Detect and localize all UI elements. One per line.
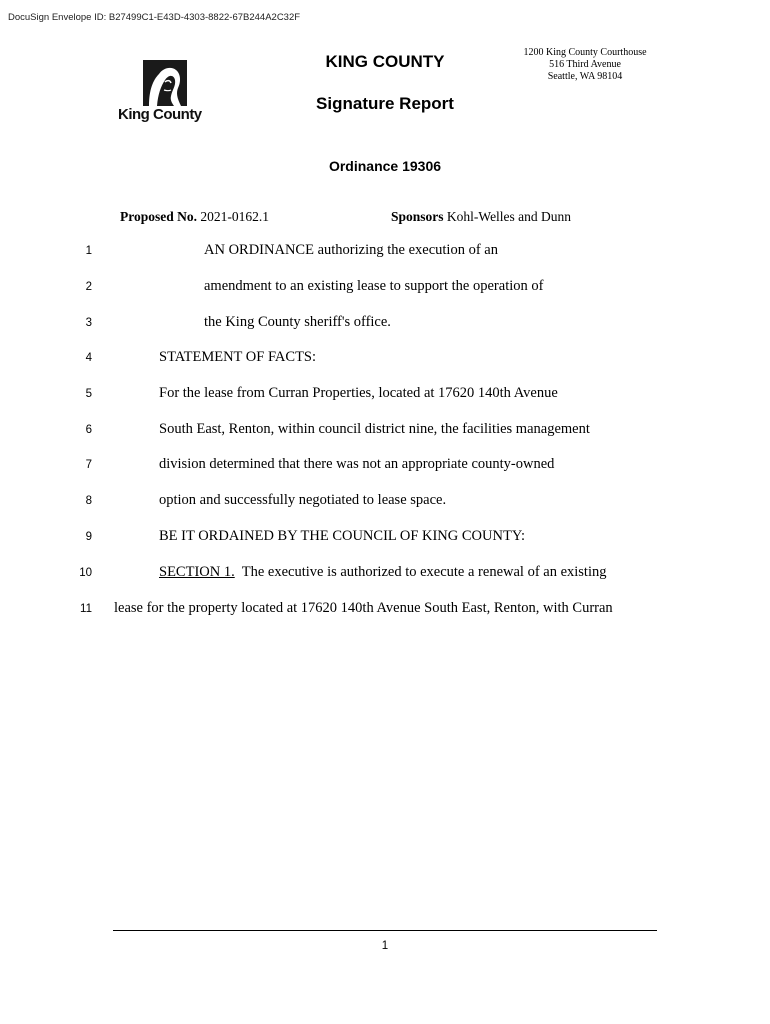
ordinance-line: the King County sheriff's office. <box>204 314 391 330</box>
docusign-envelope-id: DocuSign Envelope ID: B27499C1-E43D-4303-8822-67B244A2C32F <box>8 12 301 23</box>
page-number: 1 <box>381 940 389 952</box>
proposed-label: Proposed No. <box>120 209 198 224</box>
sponsors-value: Kohl-Welles and Dunn <box>446 209 572 224</box>
ordinance-line: For the lease from Curran Properties, located at 17620 140th Avenue <box>159 385 558 401</box>
line-number: 5 <box>85 388 92 400</box>
ordinance-line: amendment to an existing lease to support the operation of <box>204 278 544 294</box>
ordinance-line <box>159 564 607 581</box>
address-line-2: 516 Third Avenue <box>549 59 621 70</box>
address-line-3: Seattle, WA 98104 <box>547 71 623 82</box>
sponsors <box>391 209 571 225</box>
ordinance-line: division determined that there was not an appropriate county-owned <box>159 456 555 472</box>
ordinance-line: option and successfully negotiated to lease space. <box>159 492 447 508</box>
ordinance-number: Ordinance 19306 <box>328 158 442 174</box>
line-number: 2 <box>85 281 92 293</box>
section-text: The executive is authorized to execute a renewal of an existing <box>241 564 607 580</box>
ordinance-line: South East, Renton, within council district nine, the facilities management <box>159 421 590 437</box>
line-number: 4 <box>85 352 92 364</box>
line-number: 3 <box>85 317 92 329</box>
footer-divider <box>113 930 657 931</box>
line-number: 7 <box>85 459 92 471</box>
report-title: Signature Report <box>316 94 454 113</box>
line-number: 6 <box>85 424 92 436</box>
line-number: 11 <box>80 603 92 615</box>
courthouse-address <box>510 47 660 83</box>
line-number: 1 <box>85 245 92 257</box>
sponsors-label: Sponsors <box>391 209 444 224</box>
proposed-value: 2021-0162.1 <box>200 209 270 224</box>
ordinance-line: STATEMENT OF FACTS: <box>159 349 317 365</box>
ordinance-line: lease for the property located at 17620 140th Avenue South East, Renton, with Curran <box>114 600 613 616</box>
proposed-number <box>120 209 269 225</box>
county-title: KING COUNTY <box>325 52 445 71</box>
logo-text: King County <box>118 106 202 123</box>
line-number: 9 <box>85 531 92 543</box>
address-line-1: 1200 King County Courthouse <box>523 47 647 58</box>
section-heading: SECTION 1. <box>159 564 235 580</box>
king-county-portrait-icon <box>143 60 187 106</box>
king-county-logo <box>118 58 218 128</box>
ordinance-line: BE IT ORDAINED BY THE COUNCIL OF KING COUNTY: <box>159 528 525 544</box>
ordinance-line: AN ORDINANCE authorizing the execution of an <box>204 242 498 258</box>
line-number: 10 <box>79 567 92 579</box>
line-number: 8 <box>85 495 92 507</box>
